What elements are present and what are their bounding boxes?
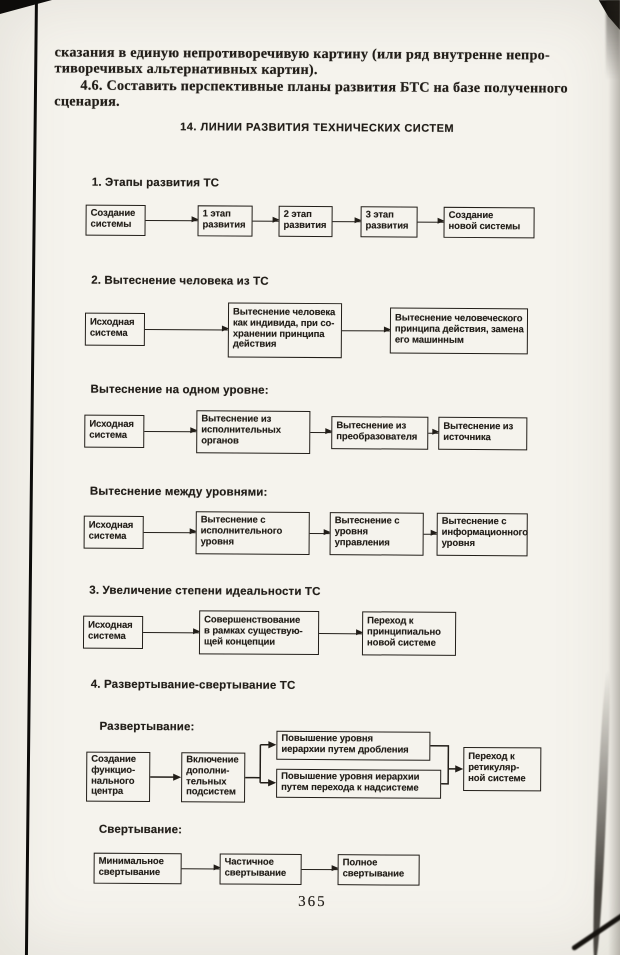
subheading-between-levels: Вытеснение между уровнями: [89, 485, 268, 499]
intro-text [54, 44, 584, 113]
flowchart-between-levels [84, 508, 528, 559]
section-heading-ideality: 3. Увеличение степени идеальности ТС [89, 584, 321, 599]
flow-box: Исходная система [84, 515, 144, 548]
section-heading-deploy: 4. Развертывание-свертывание ТС [90, 678, 296, 692]
flow-arrow-icon [182, 868, 220, 869]
section-heading-stages: 1. Этапы развития ТС [91, 176, 220, 190]
flow-box: Создание функцио- нального центра [86, 752, 150, 803]
flow-arrow-icon [319, 633, 362, 634]
flow-arrow-icon [253, 220, 279, 221]
flow-arrow-icon [424, 533, 437, 534]
section-heading-displacement: 2. Вытеснение человека из ТС [91, 274, 269, 288]
flow-box: 1 этап развития [197, 205, 252, 236]
flow-box: Исходная система [84, 414, 144, 447]
flow-box: Включение дополни- тельных подсистем [181, 752, 245, 803]
flow-arrow-icon [333, 221, 361, 222]
flow-arrow-icon [310, 532, 330, 533]
flowchart-ideality [83, 607, 456, 659]
body-paragraph: 4.6. Составить перспективные планы развития БТС на базе полученного сценария. [54, 77, 568, 111]
flow-box: Исходная система [83, 615, 143, 648]
flowchart-stages [85, 203, 534, 240]
flow-box: Вытеснение с уровня управления [330, 512, 424, 556]
flowchart-collapse [94, 850, 420, 888]
flow-box: Вытеснение человека как индивида, при со- хранении принципа действия [228, 302, 342, 358]
flowchart-same-level [84, 407, 527, 458]
flow-box: Повышение уровня иерархии путем дробления [276, 731, 430, 761]
flow-box: Переход к ретикуляр- ной системе [463, 747, 541, 791]
flow-box: 3 этап развития [360, 206, 417, 237]
flow-box: Полное свертывание [338, 854, 420, 886]
flow-arrow-icon [144, 430, 196, 431]
page-number: 365 [298, 893, 327, 911]
subheading-same-level: Вытеснение на одном уровне: [90, 383, 269, 397]
chapter-title: 14. ЛИНИИ РАЗВИТИЯ ТЕХНИЧЕСКИХ СИСТЕМ [180, 121, 455, 135]
flow-box: Вытеснение с информационного уровня [437, 512, 528, 556]
flow-box: Создание новой системы [443, 206, 534, 238]
flowchart-human-displacement [85, 299, 528, 362]
flow-box: Вытеснение из источника [438, 416, 527, 450]
flow-arrow-icon [428, 432, 438, 433]
flow-arrow-icon [145, 328, 228, 330]
body-paragraph: сказания в единую непротиворечивую картину (или ряд внутренне непро- тиворечивых альтернативных картин). [54, 44, 551, 79]
subheading-deployment: Развертывание: [99, 720, 195, 734]
flow-box: Совершенствование в рамках существую- щей концепции [199, 610, 319, 655]
flow-arrow-icon [310, 432, 331, 433]
flow-box: Создание системы [85, 204, 145, 235]
flow-box: Минимальное свертывание [94, 852, 182, 884]
flow-box: Исходная система [85, 312, 145, 345]
flow-arrow-icon [342, 330, 390, 331]
flow-arrow-icon [302, 868, 338, 869]
flow-arrow-icon [146, 219, 198, 220]
flow-box: Вытеснение с исполнительного уровня [196, 511, 310, 555]
flow-arrow-icon [144, 531, 196, 532]
flow-box: Вытеснение человеческого принципа действия, замена его машинным [390, 307, 528, 354]
subheading-collapse: Свертывание: [98, 823, 183, 837]
flow-box: Вытеснение из преобразователя [331, 416, 428, 450]
flow-box: Повышение уровня иерархии путем перехода к надсистеме [276, 769, 441, 799]
flow-box: 2 этап развития [278, 205, 332, 236]
flowchart-deployment [84, 728, 545, 815]
flow-box: Частичное свертывание [220, 853, 302, 885]
flow-arrow-icon [418, 221, 444, 222]
flow-arrow-icon [143, 631, 199, 632]
flow-box: Вытеснение из исполнительных органов [196, 410, 310, 454]
flow-box: Переход к принципиально новой системе [362, 611, 456, 656]
